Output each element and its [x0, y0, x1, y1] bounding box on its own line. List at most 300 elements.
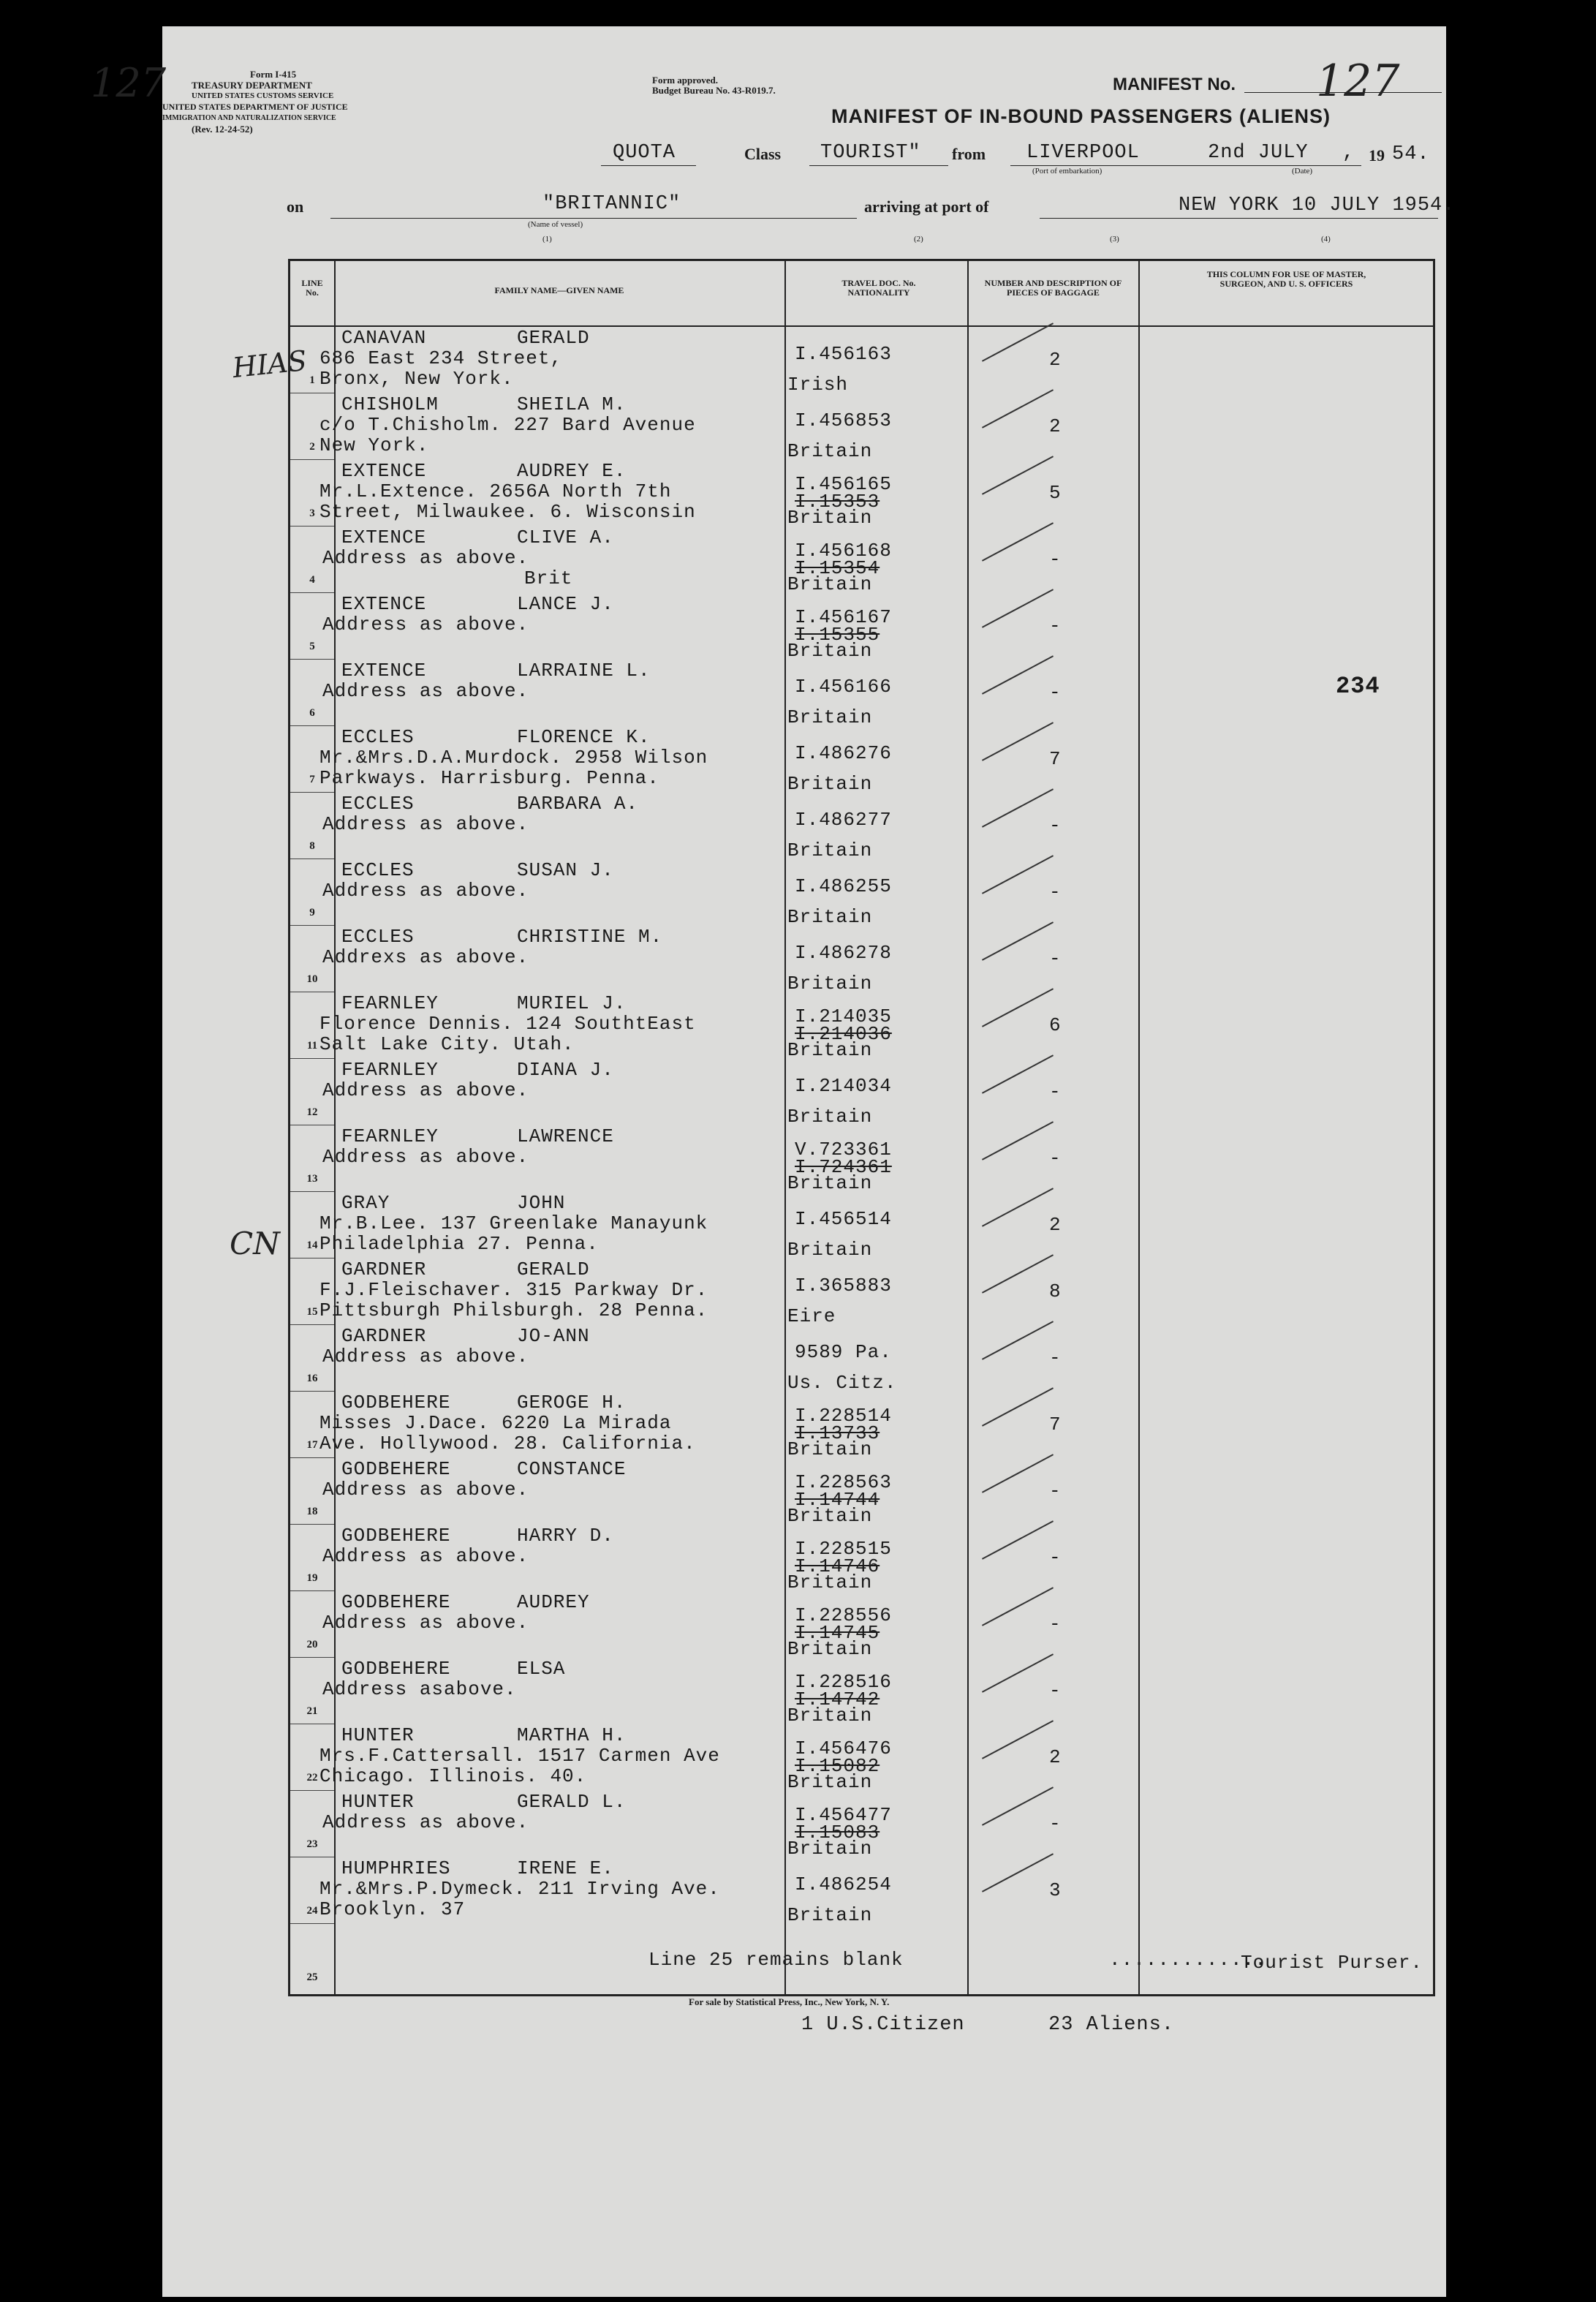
punch-hole	[105, 982, 139, 1016]
table-row	[290, 1924, 1433, 1990]
travel-doc-number: I.365883	[795, 1275, 892, 1297]
col-head-line-no: LINE No.	[301, 278, 323, 298]
baggage-count: -	[1049, 1480, 1062, 1502]
line-number: 16	[306, 1373, 318, 1384]
line-number: 11	[306, 1040, 318, 1052]
travel-doc-number: I.456165	[795, 473, 892, 495]
citizens-count: 1 U.S.Citizen	[801, 2014, 965, 2036]
nationality: Britain	[787, 839, 873, 861]
given-name: DIANA J.	[517, 1059, 614, 1081]
check-mark	[982, 322, 1054, 361]
table-row	[290, 1125, 1433, 1192]
travel-doc-number: I.456168	[795, 540, 892, 562]
check-mark	[982, 522, 1054, 561]
travel-doc-old: I.14742	[795, 1688, 880, 1710]
check-mark	[982, 655, 1054, 694]
quota-value: QUOTA	[613, 142, 676, 164]
punch-hole	[105, 1138, 139, 1171]
check-mark	[982, 1786, 1054, 1825]
baggage-count: -	[1049, 881, 1062, 903]
travel-doc-old: I.14746	[795, 1555, 880, 1577]
nationality: Britain	[787, 1239, 873, 1261]
address-line: Parkways. Harrisburg. Penna.	[319, 767, 659, 789]
on-label: on	[287, 197, 304, 216]
address-line: Bronx, New York.	[319, 368, 514, 390]
travel-doc-old: I.14745	[795, 1622, 880, 1644]
travel-doc-old: I.13733	[795, 1422, 880, 1444]
line-number: 24	[306, 1905, 318, 1917]
nationality: Britain	[787, 906, 873, 928]
table-row	[290, 992, 1433, 1059]
table-row	[290, 1525, 1433, 1591]
travel-doc-number: I.228563	[795, 1471, 892, 1493]
travel-doc-number: I.214035	[795, 1005, 892, 1027]
table-row	[290, 1325, 1433, 1392]
line-number: 19	[306, 1572, 318, 1584]
nationality: Britain	[787, 1505, 873, 1527]
line-number: 6	[309, 707, 315, 719]
address-line: F.J.Fleischaver. 315 Parkway Dr.	[319, 1279, 708, 1301]
address-line: New York.	[319, 434, 429, 456]
col-head-travel-doc: TRAVEL DOC. No. NATIONALITY	[842, 278, 916, 298]
purser-title: Tourist Purser.	[1241, 1952, 1423, 1974]
quota-underline	[601, 165, 696, 166]
address-line: Address as above.	[322, 880, 529, 902]
table-row	[290, 393, 1433, 460]
check-mark	[982, 456, 1054, 494]
address-line: Street, Milwaukee. 6. Wisconsin	[319, 501, 696, 523]
line-number: 10	[306, 973, 318, 985]
family-name: GODBEHERE	[341, 1458, 451, 1480]
line-number: 25	[306, 1971, 318, 1983]
col-head-name: FAMILY NAME—GIVEN NAME	[494, 285, 624, 295]
check-mark	[982, 1254, 1054, 1293]
baggage-count: -	[1049, 548, 1062, 570]
family-name: EXTENCE	[341, 593, 427, 615]
form-line: UNITED STATES CUSTOMS SERVICE	[192, 91, 334, 100]
arrival-value: NEW YORK 10 JULY 1954.	[1179, 195, 1456, 216]
line-number: 22	[306, 1772, 318, 1784]
date-sep: ,	[1342, 142, 1355, 164]
punch-hole	[105, 480, 139, 513]
given-name: IRENE E.	[517, 1857, 614, 1879]
from-value: LIVERPOOL	[1026, 142, 1140, 164]
table-row	[290, 1724, 1433, 1791]
family-name: GODBEHERE	[341, 1392, 451, 1414]
given-name: GERALD L.	[517, 1791, 627, 1813]
address-line: Philadelphia 27. Penna.	[319, 1233, 599, 1255]
nationality: Britain	[787, 1571, 873, 1593]
family-name: ECCLES	[341, 793, 415, 815]
given-name: SHEILA M.	[517, 393, 627, 415]
baggage-count: 8	[1049, 1280, 1062, 1302]
line-number: 4	[309, 574, 315, 586]
address-line: Address as above.	[322, 813, 529, 835]
address-line: Address as above.	[322, 1612, 529, 1634]
address-line: Address as above.	[322, 1346, 529, 1367]
table-row	[290, 1857, 1433, 1924]
line-number: 2	[309, 441, 315, 453]
printer-credit: For sale by Statistical Press, Inc., New York, N. Y.	[689, 1996, 890, 2007]
col-num-3: (3)	[1110, 235, 1119, 244]
nationality: Britain	[787, 973, 873, 995]
family-name: FEARNLEY	[341, 992, 439, 1014]
travel-doc-number: I.486255	[795, 875, 892, 897]
check-mark	[982, 855, 1054, 894]
family-name: HUMPHRIES	[341, 1857, 451, 1879]
travel-doc-number: I.456514	[795, 1208, 892, 1230]
form-block	[162, 69, 348, 135]
given-name: MURIEL J.	[517, 992, 627, 1014]
class-value: TOURIST"	[820, 142, 921, 164]
baggage-count: 6	[1049, 1014, 1062, 1036]
class-underline	[809, 165, 948, 166]
check-mark	[982, 1121, 1054, 1160]
travel-doc-number: I.456166	[795, 676, 892, 698]
vessel-caption: (Name of vessel)	[528, 220, 583, 229]
line-number: 1	[309, 374, 315, 386]
form-line: TREASURY DEPARTMENT	[192, 80, 312, 91]
given-name: LAWRENCE	[517, 1125, 614, 1147]
table-row	[290, 1458, 1433, 1525]
travel-doc-number: I.228515	[795, 1538, 892, 1560]
port-caption: (Port of embarkation)	[1032, 167, 1103, 176]
given-name: GEROGE H.	[517, 1392, 627, 1414]
baggage-count: -	[1049, 615, 1062, 637]
given-name: ELSA	[517, 1658, 566, 1680]
address-line: Address as above.	[322, 1811, 529, 1833]
punch-hole	[105, 1926, 139, 1960]
year-suffix: 54.	[1392, 143, 1430, 165]
baggage-count: -	[1049, 1613, 1062, 1635]
baggage-count: 2	[1049, 1746, 1062, 1768]
family-name: GARDNER	[341, 1325, 427, 1347]
check-mark	[982, 1188, 1054, 1226]
manifest-table	[288, 259, 1435, 1996]
address-line: Addrexs as above.	[322, 946, 529, 968]
travel-doc-number: I.228556	[795, 1604, 892, 1626]
given-name: JO-ANN	[517, 1325, 590, 1347]
table-row	[290, 1059, 1433, 1128]
baggage-count: -	[1049, 1347, 1062, 1369]
form-line: (Rev. 12-24-52)	[192, 124, 253, 135]
from-underline	[1010, 165, 1361, 166]
family-name: GARDNER	[341, 1258, 427, 1280]
address-line: Address as above.	[322, 1479, 529, 1501]
address-line: Mr.L.Extence. 2656A North 7th	[319, 480, 672, 502]
given-name: MARTHA H.	[517, 1724, 627, 1746]
table-row	[290, 327, 1433, 396]
line-number: 8	[309, 840, 315, 852]
nationality: Britain	[787, 1705, 873, 1726]
table-row	[290, 1791, 1433, 1860]
check-mark	[982, 788, 1054, 827]
nationality: Britain	[787, 1039, 873, 1061]
line-number: 21	[306, 1705, 318, 1717]
check-mark	[982, 921, 1054, 960]
travel-doc-old: I.15083	[795, 1822, 880, 1844]
table-row	[290, 793, 1433, 859]
baggage-count: -	[1049, 1147, 1062, 1169]
baggage-count: -	[1049, 1547, 1062, 1569]
address-line: Address as above.	[322, 547, 529, 569]
nationality: Britain	[787, 1838, 873, 1860]
given-name: AUDREY E.	[517, 460, 627, 482]
address-line: Mr.&Mrs.P.Dymeck. 211 Irving Ave.	[319, 1878, 720, 1900]
nationality: Britain	[787, 1438, 873, 1460]
baggage-count: -	[1049, 1081, 1062, 1103]
address-line: Florence Dennis. 124 SouthtEast	[319, 1013, 696, 1035]
table-row	[290, 1658, 1433, 1724]
margin-note-hias: HIAS	[230, 344, 309, 385]
baggage-count: 7	[1049, 1414, 1062, 1435]
nationality: Britain	[787, 507, 873, 529]
check-mark	[982, 1054, 1054, 1093]
family-name: CHISHOLM	[341, 393, 439, 415]
given-name: GERALD	[517, 1258, 590, 1280]
check-mark	[982, 1454, 1054, 1492]
nationality: Britain	[787, 440, 873, 462]
check-mark	[982, 1853, 1054, 1892]
address-line: Chicago. Illinois. 40.	[319, 1765, 587, 1787]
family-name: EXTENCE	[341, 460, 427, 482]
nationality: Britain	[787, 706, 873, 728]
address-line: Address as above.	[322, 614, 529, 635]
manifest-page	[91, 26, 1456, 2297]
check-mark	[982, 1587, 1054, 1626]
table-row	[290, 726, 1433, 793]
family-name: FEARNLEY	[341, 1059, 439, 1081]
line-number: 3	[309, 507, 315, 519]
table-row	[290, 859, 1433, 926]
travel-doc-number: 9589 Pa.	[795, 1341, 892, 1363]
baggage-count: 5	[1049, 482, 1062, 504]
given-name: JOHN	[517, 1192, 566, 1214]
travel-doc-old: I.15353	[795, 491, 880, 513]
baggage-count: 2	[1049, 349, 1062, 371]
table-row	[290, 460, 1433, 527]
given-name: LARRAINE L.	[517, 660, 651, 682]
table-row	[290, 1392, 1433, 1458]
check-mark	[982, 1720, 1054, 1759]
address-line: Misses J.Dace. 6220 La Mirada	[319, 1412, 672, 1434]
travel-doc-number: I.228514	[795, 1405, 892, 1427]
address-line: Address as above.	[322, 1146, 529, 1168]
vessel-underline	[330, 218, 857, 219]
travel-doc-old: I.724361	[795, 1156, 892, 1178]
nationality: Britain	[787, 1638, 873, 1660]
form-line: UNITED STATES DEPARTMENT OF JUSTICE	[162, 102, 348, 112]
year-prefix: 19	[1369, 146, 1385, 165]
address-line: Pittsburgh Philsburgh. 28 Penna.	[319, 1299, 708, 1321]
baggage-count: -	[1049, 1813, 1062, 1835]
nationality: Britain	[787, 573, 873, 595]
family-name: ECCLES	[341, 726, 415, 748]
check-mark	[982, 988, 1054, 1027]
travel-doc-old: I.214036	[795, 1023, 892, 1045]
line-number: 5	[309, 641, 315, 652]
travel-doc-number: I.486254	[795, 1873, 892, 1895]
punch-hole	[105, 823, 139, 857]
given-name: HARRY D.	[517, 1525, 614, 1547]
punch-hole	[105, 177, 139, 211]
officer-note: 234	[1336, 673, 1380, 700]
travel-doc-number: I.456853	[795, 410, 892, 431]
baggage-count: -	[1049, 1680, 1062, 1702]
table-row	[290, 527, 1433, 593]
check-mark	[982, 722, 1054, 761]
line-number: 17	[306, 1439, 318, 1451]
col-head-officers: THIS COLUMN FOR USE OF MASTER, SURGEON, AND U. S. OFFICERS	[1206, 269, 1366, 289]
col-num-1: (1)	[542, 235, 552, 244]
handwritten-page-number: 127	[91, 60, 167, 106]
travel-doc-number: I.456477	[795, 1804, 892, 1826]
check-mark	[982, 389, 1054, 428]
aliens-count: 23 Aliens.	[1048, 2014, 1175, 2036]
form-line: IMMIGRATION AND NATURALIZATION SERVICE	[162, 114, 336, 122]
punch-hole	[105, 665, 139, 699]
family-name: ECCLES	[341, 859, 415, 881]
address-line: Address as above.	[322, 1545, 529, 1567]
manifest-title: MANIFEST OF IN-BOUND PASSENGERS (ALIENS)	[831, 105, 1331, 127]
given-name: LANCE J.	[517, 593, 614, 615]
col-num-4: (4)	[1321, 235, 1331, 244]
line-number: 9	[309, 907, 315, 918]
family-name: GODBEHERE	[341, 1525, 451, 1547]
line-number: 14	[306, 1239, 318, 1251]
family-name: CANAVAN	[341, 327, 427, 349]
family-name: ECCLES	[341, 926, 415, 948]
table-row	[290, 660, 1433, 726]
check-mark	[982, 1387, 1054, 1426]
col-num-2: (2)	[914, 235, 923, 244]
address-line: Address as above.	[322, 1079, 529, 1101]
travel-doc-number: I.486277	[795, 809, 892, 831]
address-line: Mr.B.Lee. 137 Greenlake Manayunk	[319, 1212, 708, 1234]
class-label: Class	[744, 145, 782, 163]
line-number: 20	[306, 1639, 318, 1650]
travel-doc-old: I.15082	[795, 1755, 880, 1777]
check-mark	[982, 1520, 1054, 1559]
address-line: Mrs.F.Cattersall. 1517 Carmen Ave	[319, 1745, 720, 1767]
given-name: CONSTANCE	[517, 1458, 627, 1480]
from-label: from	[952, 145, 986, 163]
nationality: Britain	[787, 640, 873, 662]
baggage-count: 7	[1049, 748, 1062, 770]
address-line: Salt Lake City. Utah.	[319, 1033, 575, 1055]
check-mark	[982, 1321, 1054, 1359]
form-approved: Form approved.	[652, 75, 719, 86]
margin-note-cn: CN	[230, 1226, 280, 1261]
travel-doc-number: I.486278	[795, 942, 892, 964]
table-row	[290, 593, 1433, 660]
date-value: 2nd JULY	[1208, 142, 1309, 164]
manifest-no-value: 127	[1316, 56, 1400, 107]
line-number: 13	[306, 1173, 318, 1185]
baggage-count: 2	[1049, 415, 1062, 437]
given-name: BARBARA A.	[517, 793, 639, 815]
address-line: Brit	[524, 567, 573, 589]
line-number: 15	[306, 1306, 318, 1318]
line-number: 23	[306, 1838, 318, 1850]
travel-doc-number: I.456167	[795, 606, 892, 628]
arriving-label: arriving at port of	[864, 197, 989, 216]
col-head-baggage: NUMBER AND DESCRIPTION OF PIECES OF BAGGAGE	[984, 278, 1122, 298]
address-line: Brooklyn. 37	[319, 1898, 466, 1920]
travel-doc-number: I.214034	[795, 1075, 892, 1097]
travel-doc-old: I.14744	[795, 1489, 880, 1511]
baggage-count: -	[1049, 948, 1062, 970]
family-name: GODBEHERE	[341, 1591, 451, 1613]
family-name: HUNTER	[341, 1724, 415, 1746]
line-number: 12	[306, 1106, 318, 1118]
travel-doc-number: I.456476	[795, 1737, 892, 1759]
given-name: FLORENCE K.	[517, 726, 651, 748]
given-name: CHRISTINE M.	[517, 926, 663, 948]
nationality: Eire	[787, 1305, 836, 1327]
family-name: HUNTER	[341, 1791, 415, 1813]
nationality: Britain	[787, 1771, 873, 1793]
address-line: 686 East 234 Street,	[319, 347, 563, 369]
family-name: EXTENCE	[341, 527, 427, 548]
table-row	[290, 1192, 1433, 1261]
family-name: GODBEHERE	[341, 1658, 451, 1680]
form-line: Form I-415	[250, 69, 297, 80]
vessel-value: "BRITANNIC"	[542, 193, 681, 215]
family-name: EXTENCE	[341, 660, 427, 682]
address-line: Address as above.	[322, 680, 529, 702]
punch-hole	[105, 1296, 139, 1329]
address-line: Address asabove.	[322, 1678, 517, 1700]
line-number: 18	[306, 1506, 318, 1517]
budget-bureau: Budget Bureau No. 43-R019.7.	[652, 85, 776, 96]
table-row	[290, 926, 1433, 995]
travel-doc-old: I.15354	[795, 557, 880, 579]
travel-doc-number: V.723361	[795, 1139, 892, 1161]
table-row	[290, 1591, 1433, 1658]
address-line: c/o T.Chisholm. 227 Bard Avenue	[319, 414, 696, 436]
punch-hole	[105, 1774, 139, 1808]
given-name: GERALD	[517, 327, 590, 349]
table-row	[290, 1258, 1433, 1325]
family-name: FEARNLEY	[341, 1125, 439, 1147]
manifest-no-label: MANIFEST No.	[1113, 75, 1236, 94]
baggage-count: 3	[1049, 1879, 1062, 1901]
travel-doc-number: I.456163	[795, 343, 892, 365]
travel-doc-old: I.15355	[795, 624, 880, 646]
address-line: Mr.&Mrs.D.A.Murdock. 2958 Wilson	[319, 747, 708, 769]
nationality: Britain	[787, 1172, 873, 1194]
family-name: GRAY	[341, 1192, 390, 1214]
given-name: CLIVE A.	[517, 527, 614, 548]
given-name: AUDREY	[517, 1591, 590, 1613]
travel-doc-number: I.228516	[795, 1671, 892, 1693]
purser-dots: .............	[1109, 1949, 1267, 1971]
nationality: Us. Citz.	[787, 1372, 897, 1394]
arrival-underline	[1040, 218, 1438, 219]
check-mark	[982, 589, 1054, 627]
punch-hole	[105, 1615, 139, 1648]
nationality: Britain	[787, 1106, 873, 1128]
travel-doc-number: I.486276	[795, 742, 892, 764]
nationality: Irish	[787, 374, 849, 396]
given-name: SUSAN J.	[517, 859, 614, 881]
address-line: Ave. Hollywood. 28. California.	[319, 1433, 696, 1454]
nationality: Britain	[787, 1904, 873, 1926]
check-mark	[982, 1653, 1054, 1692]
date-caption: (Date)	[1292, 167, 1313, 176]
baggage-count: 2	[1049, 1214, 1062, 1236]
